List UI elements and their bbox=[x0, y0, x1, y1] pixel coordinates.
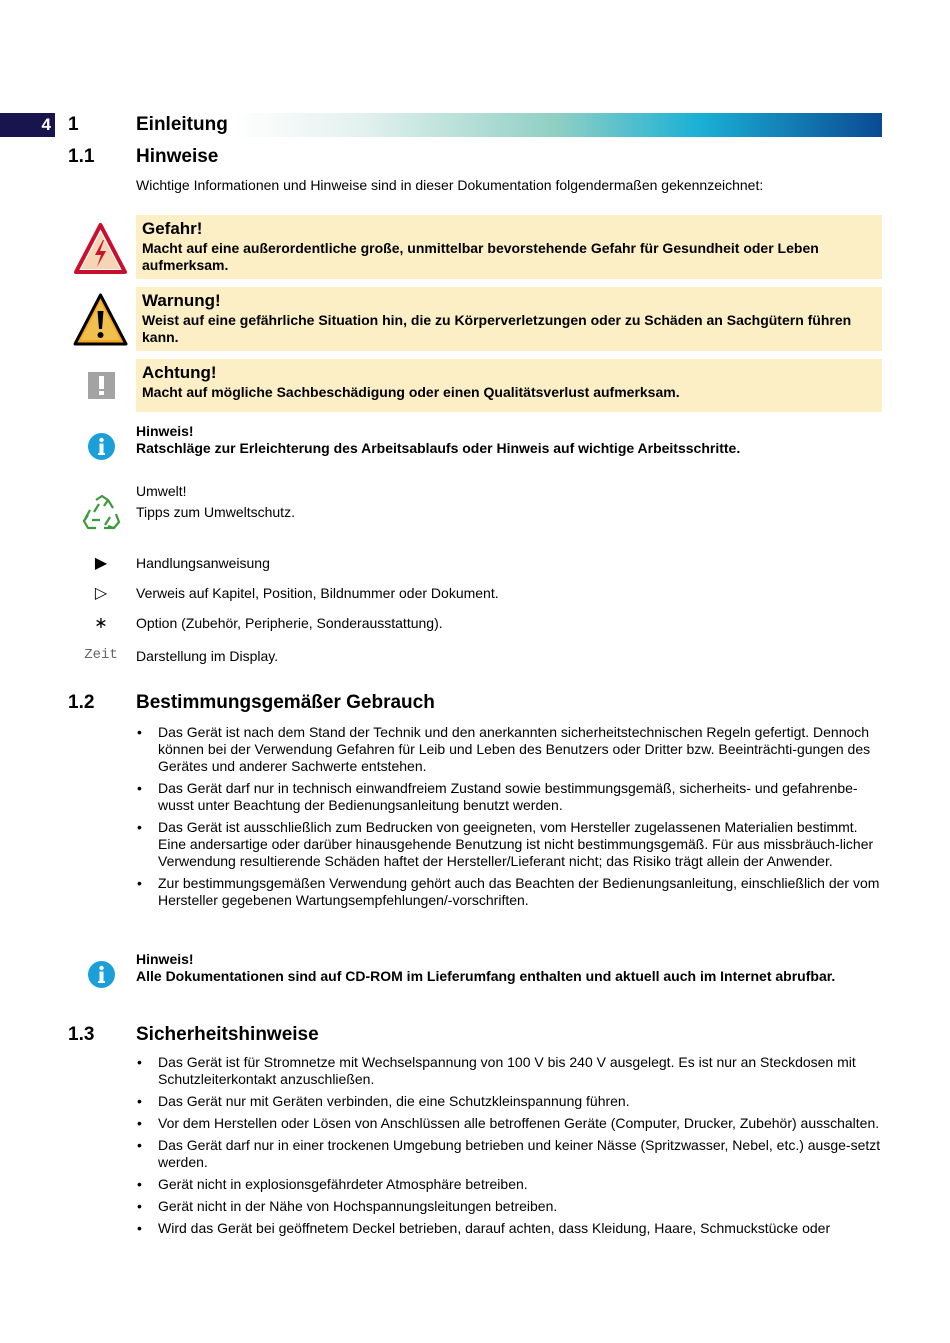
action-instruction-icon: ▶ bbox=[94, 555, 108, 572]
symbol-text-option: Option (Zubehör, Peripherie, Sonderausstattung). bbox=[136, 615, 443, 631]
section-1-2-title: Bestimmungsgemäßer Gebrauch bbox=[136, 692, 435, 713]
chapter-title: Einleitung bbox=[136, 114, 228, 135]
high-voltage-warning-icon bbox=[73, 222, 128, 281]
caution-title: Achtung! bbox=[142, 363, 217, 382]
danger-text: Macht auf eine außerordentliche große, unmittelbar bevorstehende Gefahr für Gesundheit oder Leben aufmerksam. bbox=[142, 240, 819, 273]
section-1-1-number: 1.1 bbox=[68, 146, 95, 167]
environment-title: Umwelt! bbox=[136, 483, 187, 499]
caution-notice-box bbox=[136, 359, 882, 412]
safety-list bbox=[136, 1054, 882, 1242]
hint-text: Ratschläge zur Erleichterung des Arbeitsablaufs oder Hinweis auf wichtige Arbeitsschritte. bbox=[136, 440, 741, 456]
info-icon bbox=[88, 433, 115, 465]
list-item: • Gerät nicht in explosionsgefährdeter Atmosphäre betreiben. bbox=[136, 1176, 882, 1193]
danger-title: Gefahr! bbox=[142, 219, 203, 238]
list-item: • Das Gerät nur mit Geräten verbinden, die eine Schutzkleinspannung führen. bbox=[136, 1093, 882, 1110]
danger-notice-box bbox=[136, 215, 882, 279]
list-item: • Zur bestimmungsgemäßen Verwendung gehört auch das Beachten der Bedienungsanleitung, einschließlich der vom Hersteller gegebenen Wartungsempfehlungen/-vorschriften. bbox=[136, 875, 882, 909]
hint-title: Hinweis! bbox=[136, 423, 194, 439]
hint-title: Hinweis! bbox=[136, 951, 194, 967]
hint-text: Alle Dokumentationen sind auf CD-ROM im Lieferumfang enthalten und aktuell auch im Internet abrufbar. bbox=[136, 968, 836, 984]
warning-notice-box bbox=[136, 287, 882, 351]
page-number: 4 bbox=[0, 113, 55, 137]
list-item: • Vor dem Herstellen oder Lösen von Anschlüssen alle betroffenen Geräte (Computer, Drucker, Zubehör) ausschalten. bbox=[136, 1115, 882, 1132]
warning-icon bbox=[73, 292, 128, 353]
list-item: • Wird das Gerät bei geöffnetem Deckel betrieben, darauf achten, dass Kleidung, Haare, Schmuckstücke oder bbox=[136, 1220, 882, 1237]
warning-title: Warnung! bbox=[142, 291, 221, 310]
environment-text: Tipps zum Umweltschutz. bbox=[136, 504, 295, 520]
list-item: • Gerät nicht in der Nähe von Hochspannungsleitungen betreiben. bbox=[136, 1198, 882, 1215]
section-1-3-title: Sicherheitshinweise bbox=[136, 1024, 319, 1045]
symbol-text-display: Darstellung im Display. bbox=[136, 648, 279, 664]
symbol-text-reference: Verweis auf Kapitel, Position, Bildnummer oder Dokument. bbox=[136, 585, 499, 601]
caution-icon bbox=[88, 372, 115, 404]
section-1-2-number: 1.2 bbox=[68, 692, 95, 713]
warning-text: Weist auf eine gefährliche Situation hin, die zu Körperverletzungen oder zu Schäden an Sachgütern führen kann. bbox=[142, 312, 852, 345]
reference-icon: ▷ bbox=[94, 585, 108, 602]
recycling-icon bbox=[82, 494, 122, 537]
symbol-text-action: Handlungsanweisung bbox=[136, 555, 270, 571]
list-item: • Das Gerät ist ausschließlich zum Bedrucken von geeigneten, vom Hersteller zugelassenen Materialien bestimmt. Eine andersartige oder darüber hinausgehende Benutzung ist nicht bestimmungsgemäß. Für aus missbräuch-licher Verwendung resultierende Schäden haftet der Hersteller/Lieferant nicht; das Risiko trägt allein der Anwender. bbox=[136, 819, 882, 870]
chapter-number: 1 bbox=[68, 114, 79, 135]
list-item: • Das Gerät ist für Stromnetze mit Wechselspannung von 100 V bis 240 V ausgelegt. Es ist nur an Steckdosen mit Schutzleiterkontakt anzuschließen. bbox=[136, 1054, 882, 1088]
intended-use-list bbox=[136, 724, 882, 914]
section-1-3-number: 1.3 bbox=[68, 1024, 95, 1045]
list-item: • Das Gerät ist nach dem Stand der Technik und den anerkannten sicherheitstechnischen Regeln gefertigt. Dennoch können bei der Verwendung Gefahren für Leib und Leben des Benutzers oder Dritter bzw. Beeinträchti-gungen des Gerätes und anderer Sachwerte entstehen. bbox=[136, 724, 882, 775]
list-item: • Das Gerät darf nur in einer trockenen Umgebung betrieben und keiner Nässe (Spritzwasser, Nebel, etc.) ausge-setzt werden. bbox=[136, 1137, 882, 1171]
list-item: • Das Gerät darf nur in technisch einwandfreiem Zustand sowie bestimmungsgemäß, sicherheits- und gefahrenbe-wusst unter Beachtung der Bedienungsanleitung benutzt werden. bbox=[136, 780, 882, 814]
info-icon bbox=[88, 961, 115, 993]
caution-text: Macht auf mögliche Sachbeschädigung oder einen Qualitätsverlust aufmerksam. bbox=[142, 384, 680, 400]
option-asterisk-icon: ∗ bbox=[94, 615, 108, 632]
header-gradient-bar bbox=[232, 113, 882, 137]
section-1-1-title: Hinweise bbox=[136, 146, 219, 167]
display-text-sample: Zeit bbox=[84, 647, 118, 663]
section-1-1-intro: Wichtige Informationen und Hinweise sind in dieser Dokumentation folgendermaßen gekennzeichnet: bbox=[136, 177, 764, 193]
